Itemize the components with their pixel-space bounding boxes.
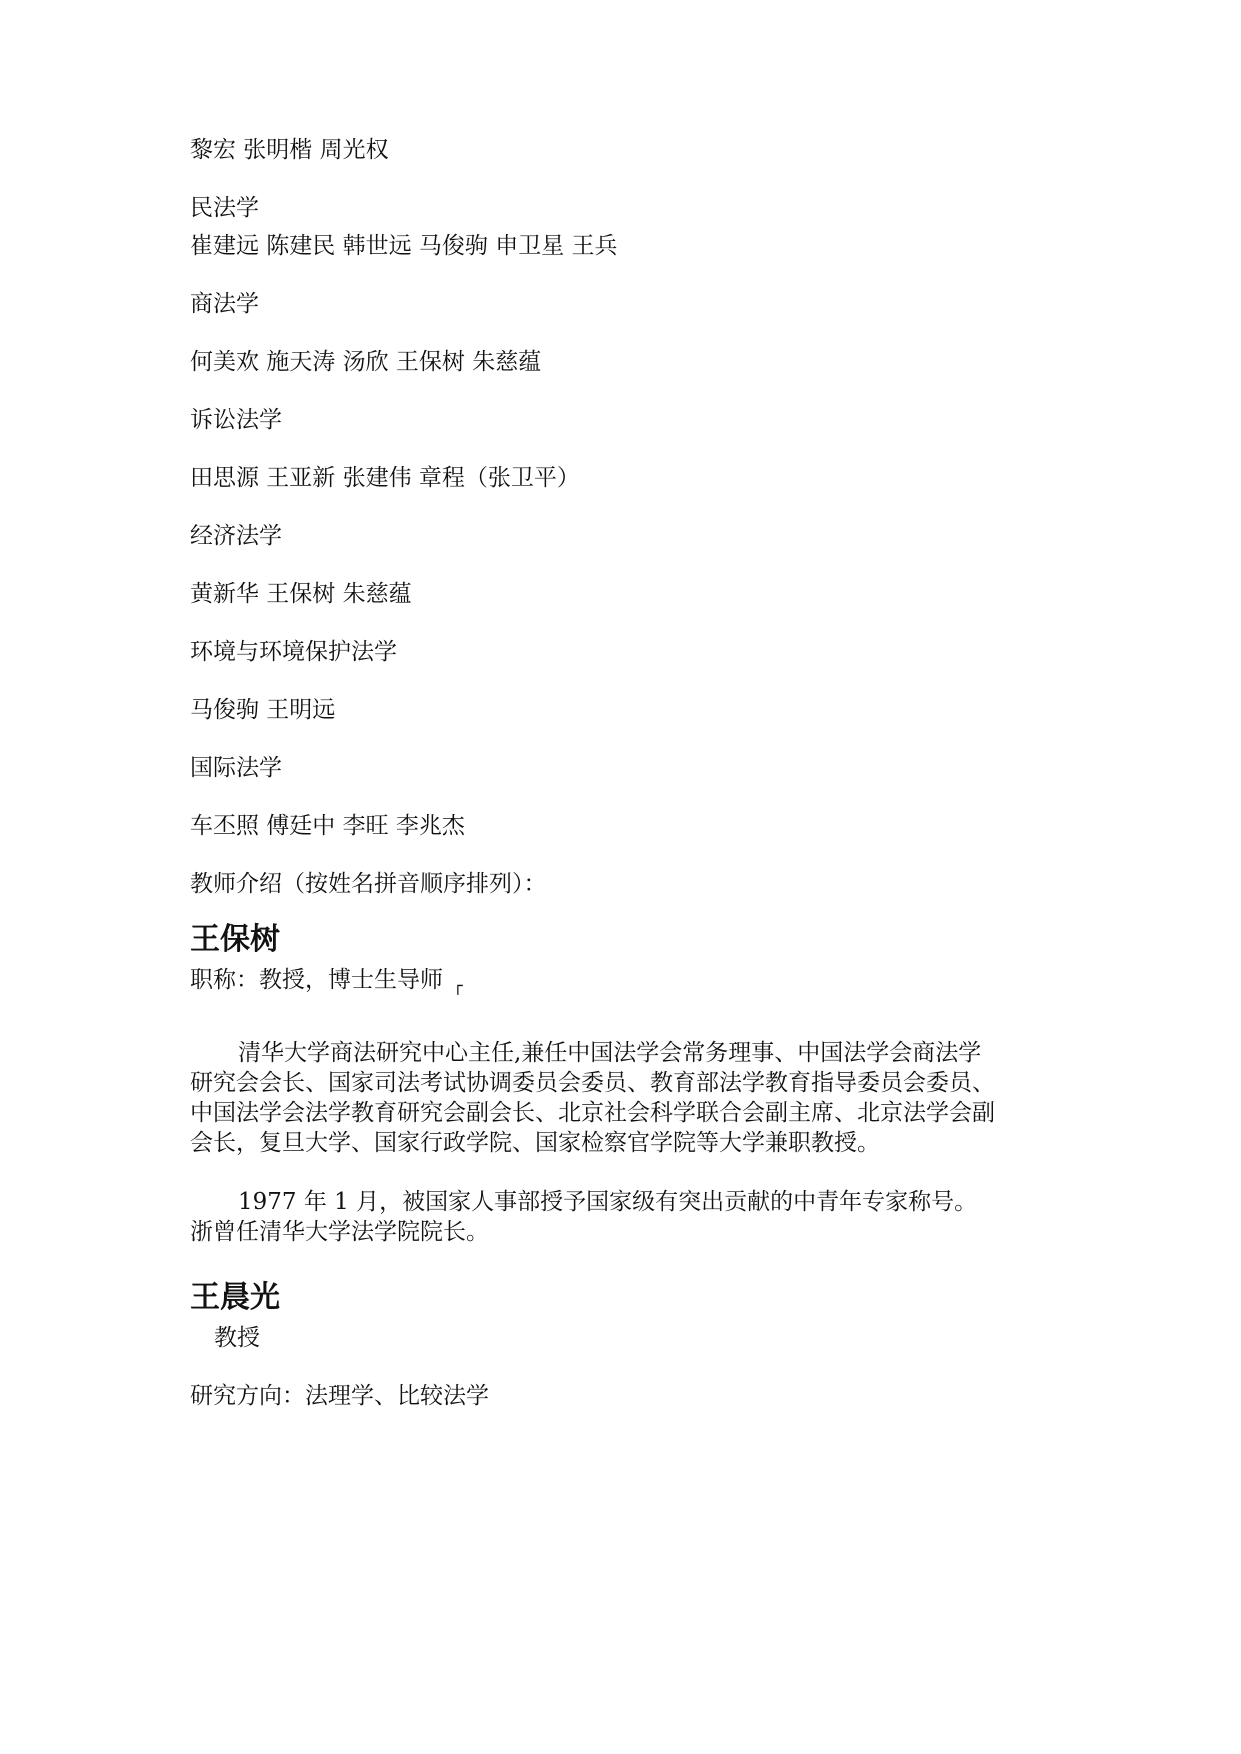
civil-law-teachers: 崔建远 陈建民 韩世远 马俊驹 申卫星 王兵 xyxy=(190,233,618,259)
research-direction: 研究方向：法理学、比较法学 xyxy=(190,1383,489,1409)
teacher-title xyxy=(190,965,463,1001)
economic-law-teachers: 黄新华 王保树 朱慈蕴 xyxy=(190,581,412,607)
bio-line: 清华大学商法研究中心主任,兼任中国法学会常务理事、中国法学会商法学 xyxy=(238,1040,982,1066)
teacher-intro-heading: 教师介绍（按姓名拼音顺序排列）： xyxy=(190,871,547,897)
section-heading-international-law: 国际法学 xyxy=(190,755,282,781)
section-heading-procedural-law: 诉讼法学 xyxy=(190,407,282,433)
teacher-name-wang-chenguang: 王晨光 xyxy=(190,1280,280,1315)
environmental-law-teachers: 马俊驹 王明远 xyxy=(190,697,336,723)
section-heading-commercial-law: 商法学 xyxy=(190,291,259,317)
criminal-law-teachers: 黎宏 张明楷 周光权 xyxy=(190,137,389,163)
teacher-name-wang-baoshu: 王保树 xyxy=(190,922,280,957)
corner-mark: ┌ xyxy=(453,976,463,995)
bio-line: 1977 年 1 月，被国家人事部授予国家级有突出贡献的中青年专家称号。 xyxy=(238,1189,978,1215)
section-heading-economic-law: 经济法学 xyxy=(190,523,282,549)
bio-line: 浙曾任清华大学法学院院长。 xyxy=(190,1219,489,1245)
commercial-law-teachers: 何美欢 施天涛 汤欣 王保树 朱慈蕴 xyxy=(190,349,542,375)
bio-line: 会长，复旦大学、国家行政学院、国家检察官学院等大学兼职教授。 xyxy=(190,1130,880,1156)
procedural-law-teachers: 田思源 王亚新 张建伟 章程（张卫平） xyxy=(190,465,580,491)
section-heading-environmental-law: 环境与环境保护法学 xyxy=(190,639,397,665)
bio-line: 研究会会长、国家司法考试协调委员会委员、教育部法学教育指导委员会委员、 xyxy=(190,1070,995,1096)
teacher-title-text: 职称：教授，博士生导师 xyxy=(190,967,443,993)
bio-line: 中国法学会法学教育研究会副会长、北京社会科学联合会副主席、北京法学会副 xyxy=(190,1100,995,1126)
international-law-teachers: 车丕照 傅廷中 李旺 李兆杰 xyxy=(190,813,465,839)
section-heading-civil-law: 民法学 xyxy=(190,195,259,221)
teacher-title: 教授 xyxy=(214,1325,260,1351)
